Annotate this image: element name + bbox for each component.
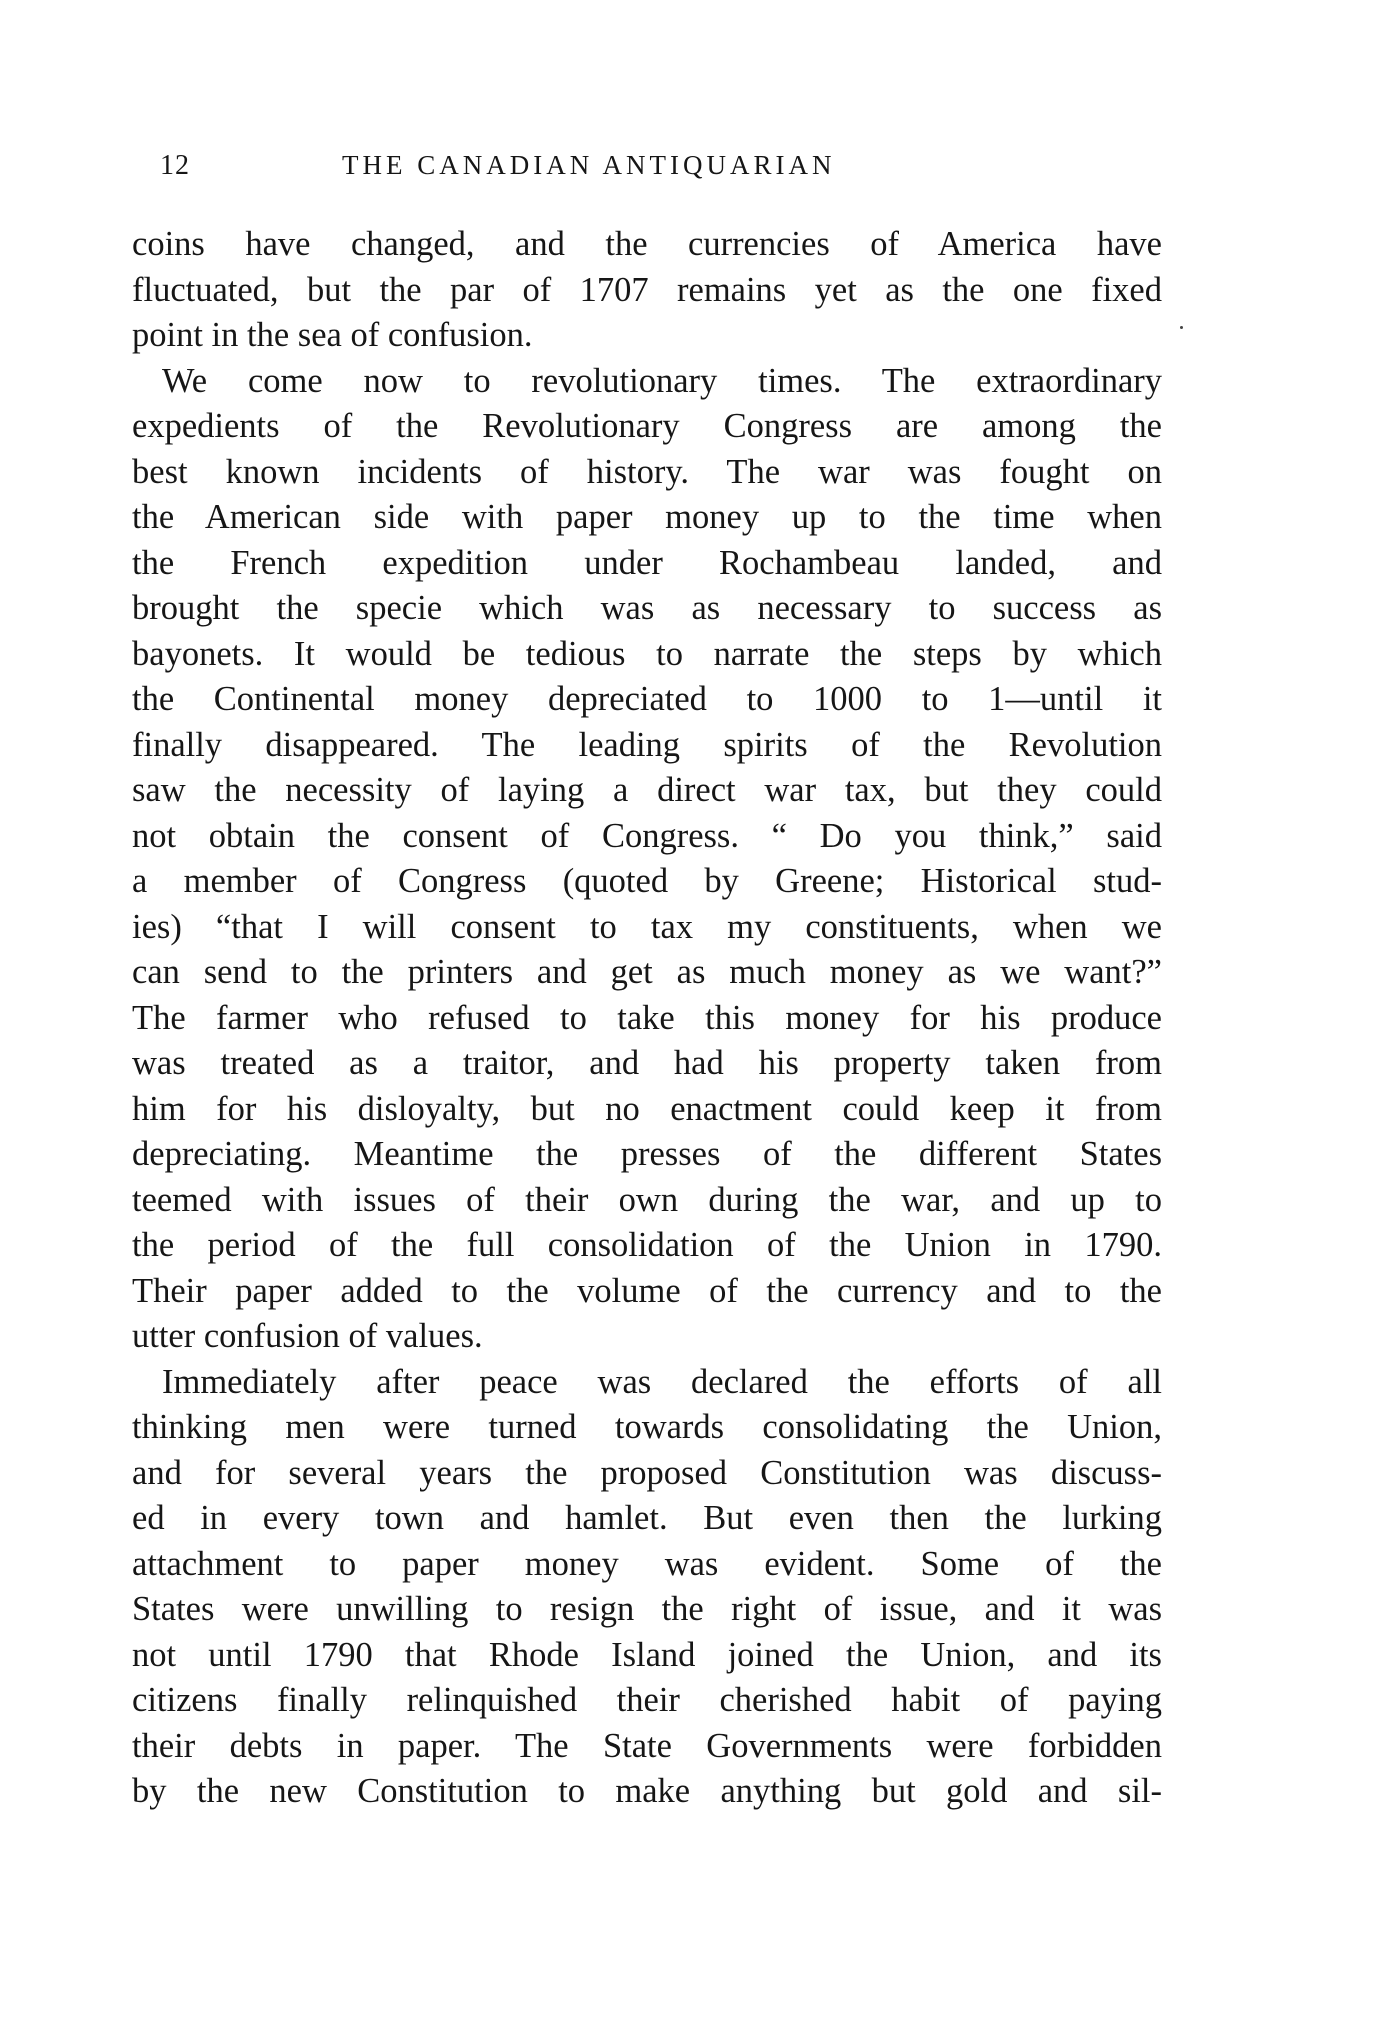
margin-speck bbox=[1180, 326, 1183, 329]
text-line: attachment to paper money was evident. Some of the bbox=[132, 1544, 1162, 1583]
text-line: ies) “that I will consent to tax my constituents, when we bbox=[132, 907, 1162, 946]
text-line: thinking men were turned towards consolidating the Union, bbox=[132, 1408, 1162, 1446]
text-line: bayonets. It would be tedious to narrate the steps by which bbox=[132, 634, 1162, 673]
text-line: by the new Constitution to make anything but gold and sil- bbox=[132, 1772, 1162, 1810]
text-line: States were unwilling to resign the right of issue, and it was bbox=[132, 1590, 1162, 1628]
text-line: citizens finally relinquished their cherished habit of paying bbox=[132, 1681, 1162, 1719]
text-line: not until 1790 that Rhode Island joined the Union, and its bbox=[132, 1635, 1162, 1674]
text-line: ed in every town and hamlet. But even then the lurking bbox=[132, 1499, 1162, 1537]
text-line: the Continental money depreciated to 1000 to 1—until it bbox=[132, 680, 1162, 718]
text-line: him for his disloyalty, but no enactment could keep it from bbox=[132, 1089, 1162, 1128]
text-line: point in the sea of confusion. bbox=[132, 316, 533, 354]
text-line: not obtain the consent of Congress. “ Do you think,” said bbox=[132, 816, 1162, 855]
text-line: was treated as a traitor, and had his property taken from bbox=[132, 1044, 1162, 1082]
text-line: The farmer who refused to take this money for his produce bbox=[132, 998, 1162, 1037]
text-line: expedients of the Revolutionary Congress are among the bbox=[132, 407, 1162, 445]
text-line: a member of Congress (quoted by Greene; Historical stud- bbox=[132, 862, 1162, 900]
text-line: best known incidents of history. The war was fought on bbox=[132, 452, 1162, 491]
text-line: utter confusion of values. bbox=[132, 1317, 483, 1355]
text-line: can send to the printers and get as much money as we want?” bbox=[132, 953, 1162, 991]
text-line: saw the necessity of laying a direct war tax, but they could bbox=[132, 771, 1162, 809]
running-head: THE CANADIAN ANTIQUARIAN bbox=[342, 150, 836, 180]
text-line: the American side with paper money up to the time when bbox=[132, 498, 1162, 536]
text-line: the French expedition under Rochambeau landed, and bbox=[132, 543, 1162, 582]
text-line: brought the specie which was as necessary to success as bbox=[132, 589, 1162, 627]
text-line: teemed with issues of their own during the war, and up to bbox=[132, 1180, 1162, 1219]
text-line: Immediately after peace was declared the efforts of all bbox=[162, 1362, 1162, 1401]
body-text bbox=[132, 222, 1162, 1815]
text-line: Their paper added to the volume of the currency and to the bbox=[132, 1271, 1162, 1310]
text-line: the period of the full consolidation of the Union in 1790. bbox=[132, 1226, 1162, 1264]
text-line: their debts in paper. The State Governments were forbidden bbox=[132, 1726, 1162, 1765]
text-line: fluctuated, but the par of 1707 remains yet as the one fixed bbox=[132, 270, 1162, 309]
text-line: coins have changed, and the currencies of America have bbox=[132, 225, 1162, 263]
text-line: depreciating. Meantime the presses of the different States bbox=[132, 1135, 1162, 1173]
text-line: and for several years the proposed Constitution was discuss- bbox=[132, 1453, 1162, 1492]
page-number: 12 bbox=[160, 150, 190, 181]
text-line: finally disappeared. The leading spirits of the Revolution bbox=[132, 725, 1162, 764]
text-line: We come now to revolutionary times. The extraordinary bbox=[162, 361, 1162, 400]
page-header bbox=[160, 150, 1170, 190]
